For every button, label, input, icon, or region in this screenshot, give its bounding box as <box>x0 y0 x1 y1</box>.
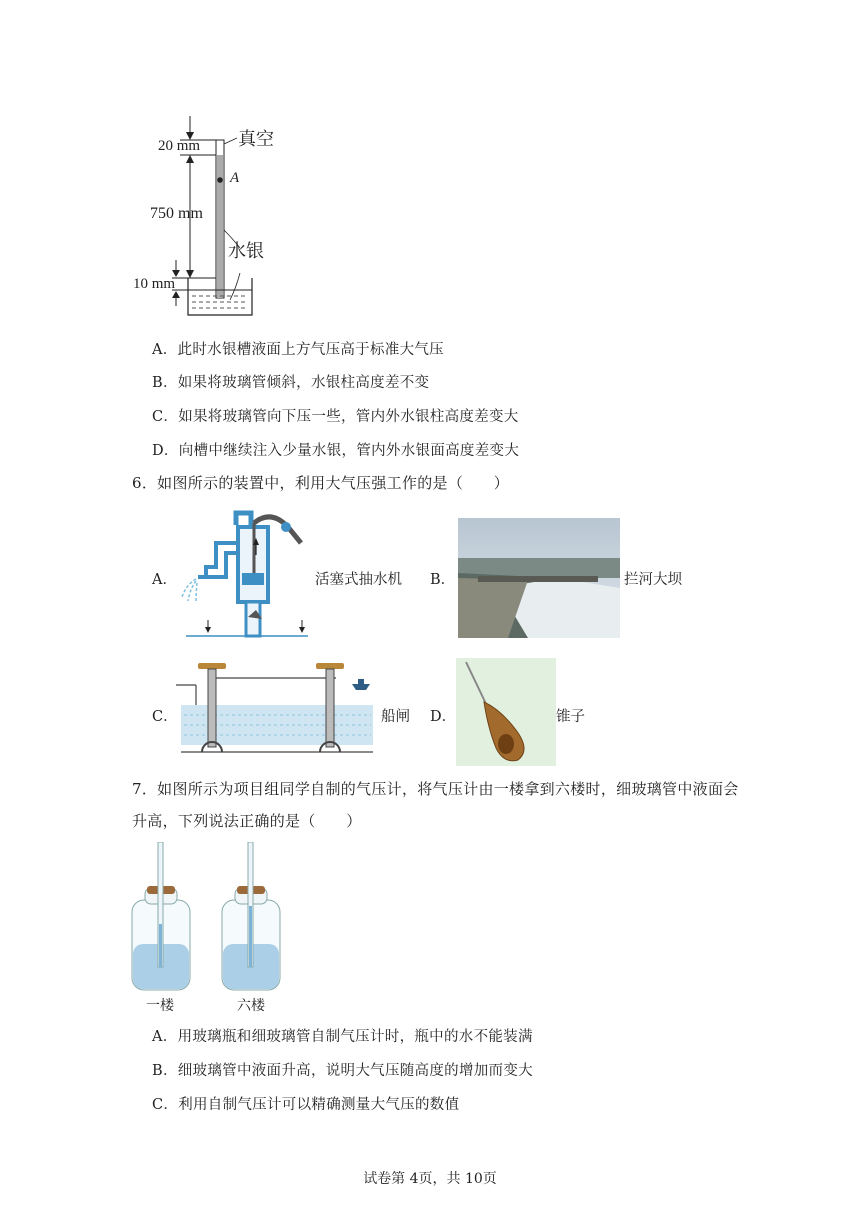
q6-option-c-caption: 船闸 <box>381 709 410 725</box>
q7-stem-line2: 升高，下列说法正确的是（ ） <box>132 812 362 830</box>
page-footer: 试卷第 4页，共 10页 <box>363 1171 497 1187</box>
awl-photo <box>456 658 556 766</box>
ship-lock-image <box>176 660 376 760</box>
dam-photo <box>458 518 620 638</box>
q6-option-b-letter: B． <box>430 572 456 588</box>
q7-stem-line1: 7．如图所示为项目组同学自制的气压计，将气压计由一楼拿到六楼时，细玻璃管中液面会 <box>132 780 739 798</box>
bottle-label-floor1: 一楼 <box>146 998 174 1014</box>
q6-option-d-letter: D． <box>430 709 457 725</box>
q6-option-d-caption: 锥子 <box>556 709 585 725</box>
q7-option-a: A．用玻璃瓶和细玻璃管自制气压计时，瓶中的水不能装满 <box>152 1029 533 1045</box>
point-a-label: A <box>230 170 240 186</box>
piston-pump-image <box>176 505 311 643</box>
vacuum-label: 真空 <box>238 129 274 149</box>
q5-option-b: B．如果将玻璃管倾斜，水银柱高度差不变 <box>152 375 430 391</box>
q6-option-b-caption: 拦河大坝 <box>624 572 682 588</box>
q5-option-d: D．向槽中继续注入少量水银，管内外水银面高度差变大 <box>152 443 520 459</box>
dim-750mm-label: 750 mm <box>150 205 203 222</box>
dim-10mm-label: 10 mm <box>133 276 176 292</box>
q6-option-c-letter: C． <box>152 709 178 725</box>
q6-option-a-caption: 活塞式抽水机 <box>315 572 402 588</box>
barometer-bottles-image <box>125 842 295 992</box>
q5-option-c: C．如果将玻璃管向下压一些，管内外水银柱高度差变大 <box>152 409 519 425</box>
q6-stem: 6．如图所示的装置中，利用大气压强工作的是（ ） <box>132 474 510 492</box>
bottle-label-floor6: 六楼 <box>237 998 265 1014</box>
mercury-label: 水银 <box>228 241 264 261</box>
q5-option-a: A．此时水银槽液面上方气压高于标准大气压 <box>152 342 444 358</box>
q7-option-b: B．细玻璃管中液面升高，说明大气压随高度的增加而变大 <box>152 1063 533 1079</box>
dim-20mm-label: 20 mm <box>158 138 201 154</box>
q6-option-a-letter: A． <box>152 572 177 588</box>
q7-option-c: C．利用自制气压计可以精确测量大气压的数值 <box>152 1097 460 1113</box>
